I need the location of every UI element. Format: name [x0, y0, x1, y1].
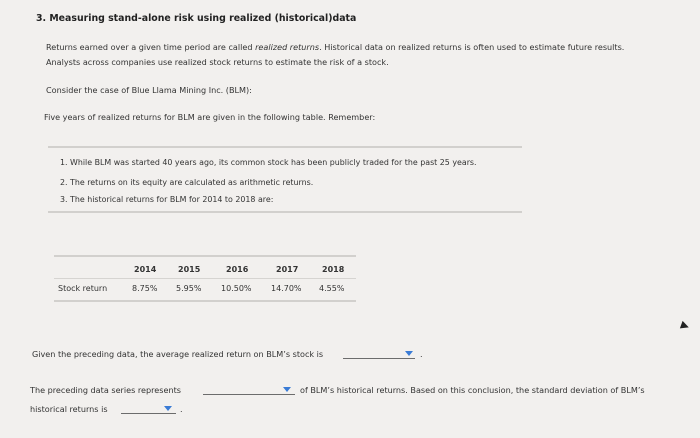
- intro-line-1-start: Returns earned over a given time period are called: [46, 42, 256, 52]
- question-title: 3. Measuring stand-alone risk using realized (historical)data: [36, 13, 357, 24]
- chevron-down-icon: [164, 406, 172, 411]
- intro-line-1: [46, 42, 624, 52]
- series-question-text: The preceding data series represents: [30, 385, 182, 395]
- mouse-cursor-icon: [680, 321, 690, 331]
- note-1: 1. While BLM was started 40 years ago, its common stock has been publicly traded for the past 25 years.: [60, 158, 477, 167]
- chevron-down-icon: [405, 351, 413, 356]
- table-intro: Five years of realized returns for BLM are given in the following table. Remember:: [44, 112, 376, 122]
- table-cell-2018: 4.55%: [319, 284, 345, 293]
- table-header-2018: 2018: [322, 265, 345, 274]
- average-question-text: Given the preceding data, the average realized return on BLM’s stock is: [32, 349, 324, 359]
- table-header-2014: 2014: [134, 265, 157, 274]
- table-header-2015: 2015: [178, 265, 201, 274]
- table-cell-2014: 8.75%: [132, 284, 158, 293]
- stddev-question-text: historical returns is: [30, 404, 108, 414]
- average-question-period: .: [420, 349, 423, 359]
- table-header-2017: 2017: [276, 265, 299, 274]
- series-question-suffix: of BLM’s historical returns. Based on this conclusion, the standard deviation of BLM’s: [300, 385, 645, 395]
- intro-line-2: Analysts across companies use realized stock returns to estimate the risk of a stock.: [46, 57, 389, 67]
- intro-line-1-end: . Historical data on realized returns is often used to estimate future results.: [319, 42, 625, 52]
- table-header-rule: [54, 278, 356, 279]
- notes-top-rule: [48, 146, 522, 148]
- average-return-dropdown[interactable]: [343, 348, 415, 359]
- note-2: 2. The returns on its equity are calculated as arithmetic returns.: [60, 178, 314, 187]
- intro-line-1-emphasis: realized returns: [255, 42, 320, 52]
- chevron-down-icon: [283, 387, 291, 392]
- table-cell-2016: 10.50%: [221, 284, 252, 293]
- table-top-rule: [54, 255, 356, 257]
- table-header-2016: 2016: [226, 265, 249, 274]
- case-line: Consider the case of Blue Llama Mining Inc. (BLM):: [46, 85, 252, 95]
- stddev-dropdown[interactable]: [121, 403, 176, 414]
- returns-table: [54, 262, 356, 298]
- series-type-dropdown[interactable]: [203, 384, 295, 395]
- notes-bottom-rule: [48, 211, 522, 213]
- table-bottom-rule: [54, 300, 356, 302]
- table-row-label: Stock return: [58, 284, 108, 293]
- table-cell-2015: 5.95%: [176, 284, 202, 293]
- stddev-question-period: .: [180, 404, 183, 414]
- table-cell-2017: 14.70%: [271, 284, 302, 293]
- note-3: 3. The historical returns for BLM for 2014 to 2018 are:: [60, 195, 274, 204]
